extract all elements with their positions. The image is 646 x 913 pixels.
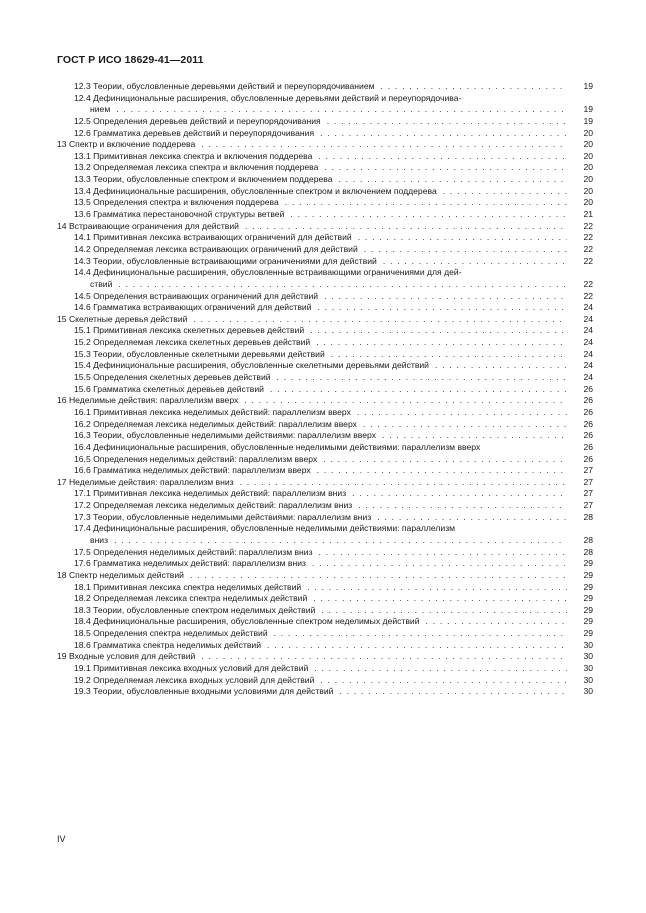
toc-entry-title: Примитивная лексика встраивающих ограничений для действий <box>93 232 352 243</box>
toc-entry-number: 18.6 <box>74 639 91 650</box>
toc-entry-number: 19 <box>57 651 67 662</box>
toc-entry-title: Входные условия для действий <box>68 651 196 662</box>
toc-entry[interactable] <box>57 128 593 140</box>
toc-entry-number: 16.1 <box>74 406 91 417</box>
toc-leader-dots <box>245 221 567 233</box>
toc-entry-page: 27 <box>583 465 593 476</box>
toc-entry-page: 19 <box>583 104 593 115</box>
toc-entry-page: 29 <box>583 569 593 580</box>
toc-entry-number: 17.6 <box>74 558 91 569</box>
toc-entry[interactable] <box>57 349 593 361</box>
toc-entry-page: 29 <box>583 581 593 592</box>
toc-entry-number: 14.5 <box>74 290 91 301</box>
toc-entry-title: Определяемая лексика скелетных деревьев действий <box>93 337 311 348</box>
toc-entry-number: 19.1 <box>74 663 91 674</box>
toc-leader-dots <box>383 256 567 268</box>
toc-entry[interactable] <box>57 651 593 663</box>
toc-entry[interactable] <box>57 302 593 314</box>
toc-leader-dots <box>270 384 567 396</box>
toc-entry-number: 19.3 <box>74 686 91 697</box>
toc-entry[interactable] <box>57 500 593 512</box>
toc-entry-number: 14.1 <box>74 232 91 243</box>
toc-entry-page: 27 <box>583 500 593 511</box>
toc-leader-dots <box>274 628 567 640</box>
toc-entry-page: 28 <box>583 534 593 545</box>
toc-entry-title: Определения неделимых действий: параллелизм вверх <box>93 453 318 464</box>
toc-leader-dots <box>358 500 567 512</box>
toc-entry-number: 17.5 <box>74 546 91 557</box>
toc-entry[interactable] <box>57 93 593 116</box>
toc-entry-number: 17.1 <box>74 488 91 499</box>
toc-entry-title: Теории, обусловленные неделимыми действиями: параллелизм вверх <box>93 430 377 441</box>
toc-entry-title: Дефинициональные расширения, обусловленные неделимыми действиями: параллелизм <box>93 523 456 534</box>
toc-entry-page: 20 <box>583 174 593 185</box>
toc-entry[interactable] <box>57 454 593 466</box>
toc-entry-number: 14.2 <box>74 243 91 254</box>
toc-entry-number: 18.2 <box>74 593 91 604</box>
toc-entry-page: 29 <box>583 558 593 569</box>
toc-entry-page: 24 <box>583 360 593 371</box>
toc-leader-dots <box>116 104 567 116</box>
toc-entry-page: 24 <box>583 325 593 336</box>
toc-leader-dots <box>310 325 567 337</box>
toc-entry-title: Определения скелетных деревьев действий <box>93 372 271 383</box>
toc-leader-dots <box>331 349 567 361</box>
toc-entry-number: 16.4 <box>74 441 91 452</box>
toc-entry-title: Определения неделимых действий: параллелизм вниз <box>93 546 313 557</box>
toc-entry-title: Определяемая лексика входных условий для действий <box>93 674 315 685</box>
toc-entry[interactable] <box>57 628 593 640</box>
toc-entry-number: 13.5 <box>74 197 91 208</box>
toc-entry-page: 29 <box>583 616 593 627</box>
toc-entry-title: Определения деревьев действий и переупорядочивания <box>93 115 321 126</box>
toc-entry[interactable] <box>57 593 593 605</box>
toc-entry[interactable] <box>57 81 593 93</box>
toc-leader-dots <box>357 407 567 419</box>
toc-leader-dots <box>364 244 567 256</box>
toc-entry-page: 21 <box>583 209 593 220</box>
toc-entry-number: 19.2 <box>74 674 91 685</box>
toc-entry-title: Дефинициональные расширения, обусловленные спектром и включением поддерева <box>93 185 437 196</box>
toc-entry-page: 26 <box>583 418 593 429</box>
toc-entry-title: Спектр неделимых действий <box>68 569 184 580</box>
toc-entry-page: 26 <box>583 441 593 452</box>
toc-entry-number: 12.5 <box>74 115 91 126</box>
toc-entry-number: 13 <box>57 139 67 150</box>
toc-entry-number: 12.3 <box>74 81 91 91</box>
toc-entry[interactable] <box>57 325 593 337</box>
toc-entry-page: 29 <box>583 628 593 639</box>
toc-entry[interactable] <box>57 523 593 546</box>
toc-entry-title: Определяемая лексика неделимых действий: параллелизм вниз <box>93 500 353 511</box>
toc-entry-title: Определения спектра неделимых действий <box>93 628 268 639</box>
toc-entry[interactable] <box>57 488 593 500</box>
toc-entry-page: 30 <box>583 674 593 685</box>
toc-entry-number: 15.2 <box>74 337 91 348</box>
toc-entry-page: 22 <box>583 255 593 266</box>
toc-entry-page: 30 <box>583 639 593 650</box>
toc-entry[interactable] <box>57 430 593 442</box>
toc-leader-dots <box>426 616 567 628</box>
toc-entry-number: 15.3 <box>74 348 91 359</box>
toc-entry-title: Теории, обусловленные встраивающими ограничениями для действий <box>93 255 377 266</box>
toc-entry[interactable] <box>57 372 593 384</box>
toc-leader-dots <box>314 663 567 675</box>
page-number: IV <box>57 834 66 844</box>
toc-leader-dots <box>277 372 567 384</box>
toc-leader-dots <box>267 640 567 652</box>
toc-entry-number: 18.1 <box>74 581 91 592</box>
toc-leader-dots <box>319 547 567 559</box>
toc-entry-number: 15.5 <box>74 372 91 383</box>
toc-entry[interactable] <box>57 360 593 372</box>
toc-entry-page: 24 <box>583 348 593 359</box>
document-header: ГОСТ Р ИСО 18629-41—2011 <box>57 54 204 66</box>
table-of-contents <box>57 81 593 698</box>
toc-entry-page: 22 <box>583 290 593 301</box>
toc-entry-title: Скелетные деревья действий <box>68 313 188 324</box>
toc-entry-number: 13.2 <box>74 162 91 173</box>
toc-entry-page: 20 <box>583 197 593 208</box>
toc-entry-title: Примитивная лексика спектра неделимых действий <box>93 581 302 592</box>
toc-entry-page: 22 <box>583 278 593 289</box>
toc-leader-dots <box>339 686 567 698</box>
toc-entry[interactable] <box>57 244 593 256</box>
toc-entry-number: 14.6 <box>74 302 91 313</box>
toc-leader-dots <box>318 302 568 314</box>
toc-entry[interactable] <box>57 116 593 128</box>
toc-entry-number: 17.3 <box>74 511 91 522</box>
toc-entry-title: Грамматика неделимых действий: параллелизм вверх <box>93 465 311 476</box>
toc-leader-dots <box>321 605 567 617</box>
toc-leader-dots <box>358 232 567 244</box>
toc-entry[interactable] <box>57 558 593 570</box>
toc-leader-dots <box>114 535 567 547</box>
toc-entry[interactable] <box>57 465 593 477</box>
toc-entry-title: Теории, обусловленные деревьями действий и переупорядочиванием <box>93 81 375 91</box>
toc-leader-dots <box>312 558 567 570</box>
toc-entry-title: Примитивная лексика спектра и включения поддерева <box>93 150 313 161</box>
toc-entry-page: 26 <box>583 453 593 464</box>
toc-leader-dots <box>201 651 567 663</box>
toc-entry-page: 20 <box>583 150 593 161</box>
toc-entry[interactable] <box>57 640 593 652</box>
toc-entry[interactable] <box>57 232 593 244</box>
toc-leader-dots <box>323 454 567 466</box>
toc-entry-number: 17 <box>57 476 67 487</box>
toc-entry[interactable] <box>57 582 593 594</box>
toc-entry[interactable] <box>57 605 593 617</box>
toc-entry-page: 20 <box>583 162 593 173</box>
toc-entry-title: Грамматика неделимых действий: параллелизм вниз <box>93 558 306 569</box>
toc-entry-title: Теории, обусловленные входными условиями для действий <box>93 686 334 697</box>
toc-entry-title: Примитивная лексика неделимых действий: параллелизм вверх <box>93 406 351 417</box>
toc-entry[interactable] <box>57 512 593 524</box>
toc-entry[interactable] <box>57 419 593 431</box>
toc-entry-title: Дефинициональные расширения, обусловленные спектром неделимых действий <box>93 616 420 627</box>
toc-leader-dots <box>201 139 567 151</box>
toc-entry-number: 16.2 <box>74 418 91 429</box>
toc-entry-page: 24 <box>583 372 593 383</box>
toc-entry-title: Грамматика спектра неделимых действий <box>93 639 262 650</box>
toc-leader-dots <box>244 395 567 407</box>
toc-entry-number: 16.3 <box>74 430 91 441</box>
toc-leader-dots <box>327 116 567 128</box>
toc-entry-title: Дефинициональные расширения, обусловленные деревьями действий и переупорядочива- <box>93 92 462 103</box>
toc-entry-title: Спектр и включение поддерева <box>68 139 196 150</box>
toc-entry-title: Определяемая лексика неделимых действий: параллелизм вверх <box>93 418 357 429</box>
toc-entry-page: 19 <box>583 81 593 91</box>
toc-entry-page: 27 <box>583 476 593 487</box>
toc-entry-title: ствий <box>90 278 113 289</box>
toc-entry[interactable] <box>57 686 593 698</box>
toc-entry[interactable] <box>57 139 593 151</box>
toc-entry-title: Неделимые действия: параллелизм вниз <box>68 476 234 487</box>
toc-entry[interactable] <box>57 407 593 419</box>
toc-entry-page: 28 <box>583 511 593 522</box>
toc-entry-number: 15.1 <box>74 325 91 336</box>
toc-leader-dots <box>313 593 567 605</box>
toc-entry-title: Примитивная лексика скелетных деревьев действий <box>93 325 305 336</box>
toc-leader-dots <box>377 512 567 524</box>
toc-entry-number: 14 <box>57 220 67 231</box>
toc-leader-dots <box>307 582 567 594</box>
toc-entry-page: 24 <box>583 302 593 313</box>
toc-entry-page: 30 <box>583 663 593 674</box>
toc-entry-number: 13.4 <box>74 185 91 196</box>
toc-entry[interactable] <box>57 442 593 454</box>
toc-entry-title: Грамматика перестановочной структуры ветвей <box>93 209 285 220</box>
toc-leader-dots <box>324 291 567 303</box>
toc-entry-page: 29 <box>583 604 593 615</box>
toc-entry-page: 27 <box>583 488 593 499</box>
toc-entry-page: 22 <box>583 243 593 254</box>
toc-entry[interactable] <box>57 570 593 582</box>
toc-entry-title: Неделимые действия: параллелизм вверх <box>68 395 239 406</box>
toc-entry-page: 24 <box>583 313 593 324</box>
toc-entry-page: 29 <box>583 593 593 604</box>
toc-entry-number: 14.4 <box>74 267 91 278</box>
toc-leader-dots <box>363 419 567 431</box>
toc-leader-dots <box>339 174 568 186</box>
toc-entry-page: 26 <box>583 430 593 441</box>
toc-entry-number: 14.3 <box>74 255 91 266</box>
toc-leader-dots <box>382 430 567 442</box>
toc-entry-page: 26 <box>583 395 593 406</box>
toc-entry[interactable] <box>57 616 593 628</box>
toc-leader-dots <box>317 465 567 477</box>
toc-entry-title: Дефинициональные расширения, обусловленные встраивающими ограничениями для дей- <box>93 267 462 278</box>
toc-entry-page: 20 <box>583 127 593 138</box>
toc-entry-number: 16 <box>57 395 67 406</box>
toc-leader-dots <box>435 360 567 372</box>
toc-entry-title: Примитивная лексика входных условий для действий <box>93 663 309 674</box>
toc-entry[interactable] <box>57 197 593 209</box>
toc-entry-page: 30 <box>583 686 593 697</box>
toc-entry-title: Теории, обусловленные спектром и включением поддерева <box>93 174 333 185</box>
toc-entry-title: Дефинициональные расширения, обусловленные неделимыми действиями: параллелизм вверх <box>93 441 481 452</box>
toc-entry-page: 26 <box>583 383 593 394</box>
toc-entry-number: 16.5 <box>74 453 91 464</box>
toc-entry[interactable] <box>57 663 593 675</box>
toc-entry-number: 16.6 <box>74 465 91 476</box>
toc-leader-dots <box>240 477 567 489</box>
toc-entry-title: Грамматика деревьев действий и переупорядочивания <box>93 127 315 138</box>
toc-leader-dots <box>118 279 567 291</box>
toc-leader-dots <box>443 186 567 198</box>
toc-leader-dots <box>290 209 567 221</box>
toc-leader-dots <box>381 81 567 93</box>
toc-entry-title: Грамматика скелетных деревьев действий <box>93 383 264 394</box>
toc-entry-number: 18.4 <box>74 616 91 627</box>
toc-entry-page: 22 <box>583 220 593 231</box>
toc-entry-page: 22 <box>583 232 593 243</box>
toc-leader-dots <box>352 488 567 500</box>
toc-entry[interactable] <box>57 675 593 687</box>
toc-entry-number: 17.4 <box>74 523 91 534</box>
toc-entry[interactable] <box>57 256 593 268</box>
toc-entry-page: 26 <box>583 406 593 417</box>
toc-entry[interactable] <box>57 547 593 559</box>
toc-entry[interactable] <box>57 186 593 198</box>
toc-entry-number: 17.2 <box>74 500 91 511</box>
toc-entry[interactable] <box>57 151 593 163</box>
toc-leader-dots <box>316 337 567 349</box>
toc-entry-title: Дефинициональные расширения, обусловленные скелетными деревьями действий <box>93 360 429 371</box>
toc-entry-number: 13.3 <box>74 174 91 185</box>
toc-entry-title: Определяемая лексика встраивающих ограничений для действий <box>93 243 358 254</box>
toc-leader-dots <box>318 151 567 163</box>
toc-entry-title: Теории, обусловленные спектром неделимых действий <box>93 604 316 615</box>
toc-entry[interactable] <box>57 162 593 174</box>
toc-entry[interactable] <box>57 221 593 233</box>
toc-entry-number: 18.5 <box>74 628 91 639</box>
toc-entry-page: 30 <box>583 651 593 662</box>
toc-entry-number: 15 <box>57 313 67 324</box>
toc-entry[interactable] <box>57 384 593 396</box>
toc-entry-title: Теории, обусловленные скелетными деревьями действий <box>93 348 325 359</box>
toc-entry-page: 20 <box>583 185 593 196</box>
toc-leader-dots <box>285 197 567 209</box>
toc-entry-number: 12.4 <box>74 92 91 103</box>
toc-entry-title: Грамматика встраивающих ограничений для действий <box>93 302 312 313</box>
toc-leader-dots <box>193 314 567 326</box>
toc-entry[interactable] <box>57 314 593 326</box>
toc-entry[interactable] <box>57 291 593 303</box>
toc-entry-page: 19 <box>583 115 593 126</box>
toc-entry-title: нием <box>90 104 111 115</box>
toc-entry[interactable] <box>57 395 593 407</box>
toc-entry-number: 15.6 <box>74 383 91 394</box>
toc-entry[interactable] <box>57 267 593 290</box>
toc-leader-dots <box>324 162 567 174</box>
toc-entry-title: Теории, обусловленные неделимыми действиями: параллелизм вниз <box>93 511 372 522</box>
toc-entry-title: Встраивающие ограничения для действий <box>68 220 239 231</box>
toc-entry-number: 15.4 <box>74 360 91 371</box>
toc-entry-number: 12.6 <box>74 127 91 138</box>
toc-entry-number: 18.3 <box>74 604 91 615</box>
toc-entry-number: 18 <box>57 569 67 580</box>
toc-leader-dots <box>320 675 567 687</box>
toc-entry-title: вниз <box>90 534 109 545</box>
toc-entry[interactable] <box>57 337 593 349</box>
toc-entry-title: Примитивная лексика неделимых действий: параллелизм вниз <box>93 488 347 499</box>
toc-entry[interactable] <box>57 174 593 186</box>
toc-entry-page: 20 <box>583 139 593 150</box>
toc-entry-number: 13.6 <box>74 209 91 220</box>
toc-leader-dots <box>320 128 567 140</box>
toc-entry[interactable] <box>57 209 593 221</box>
toc-entry-title: Определения встраивающих ограничений для действий <box>93 290 319 301</box>
toc-entry-title: Определяемая лексика спектра и включения поддерева <box>93 162 319 173</box>
toc-entry-title: Определяемая лексика спектра неделимых действий <box>93 593 308 604</box>
toc-entry-title: Определения спектра и включения поддерева <box>93 197 279 208</box>
toc-leader-dots <box>190 570 567 582</box>
toc-entry[interactable] <box>57 477 593 489</box>
toc-entry-number: 13.1 <box>74 150 91 161</box>
toc-entry-page: 24 <box>583 337 593 348</box>
toc-entry-page: 28 <box>583 546 593 557</box>
